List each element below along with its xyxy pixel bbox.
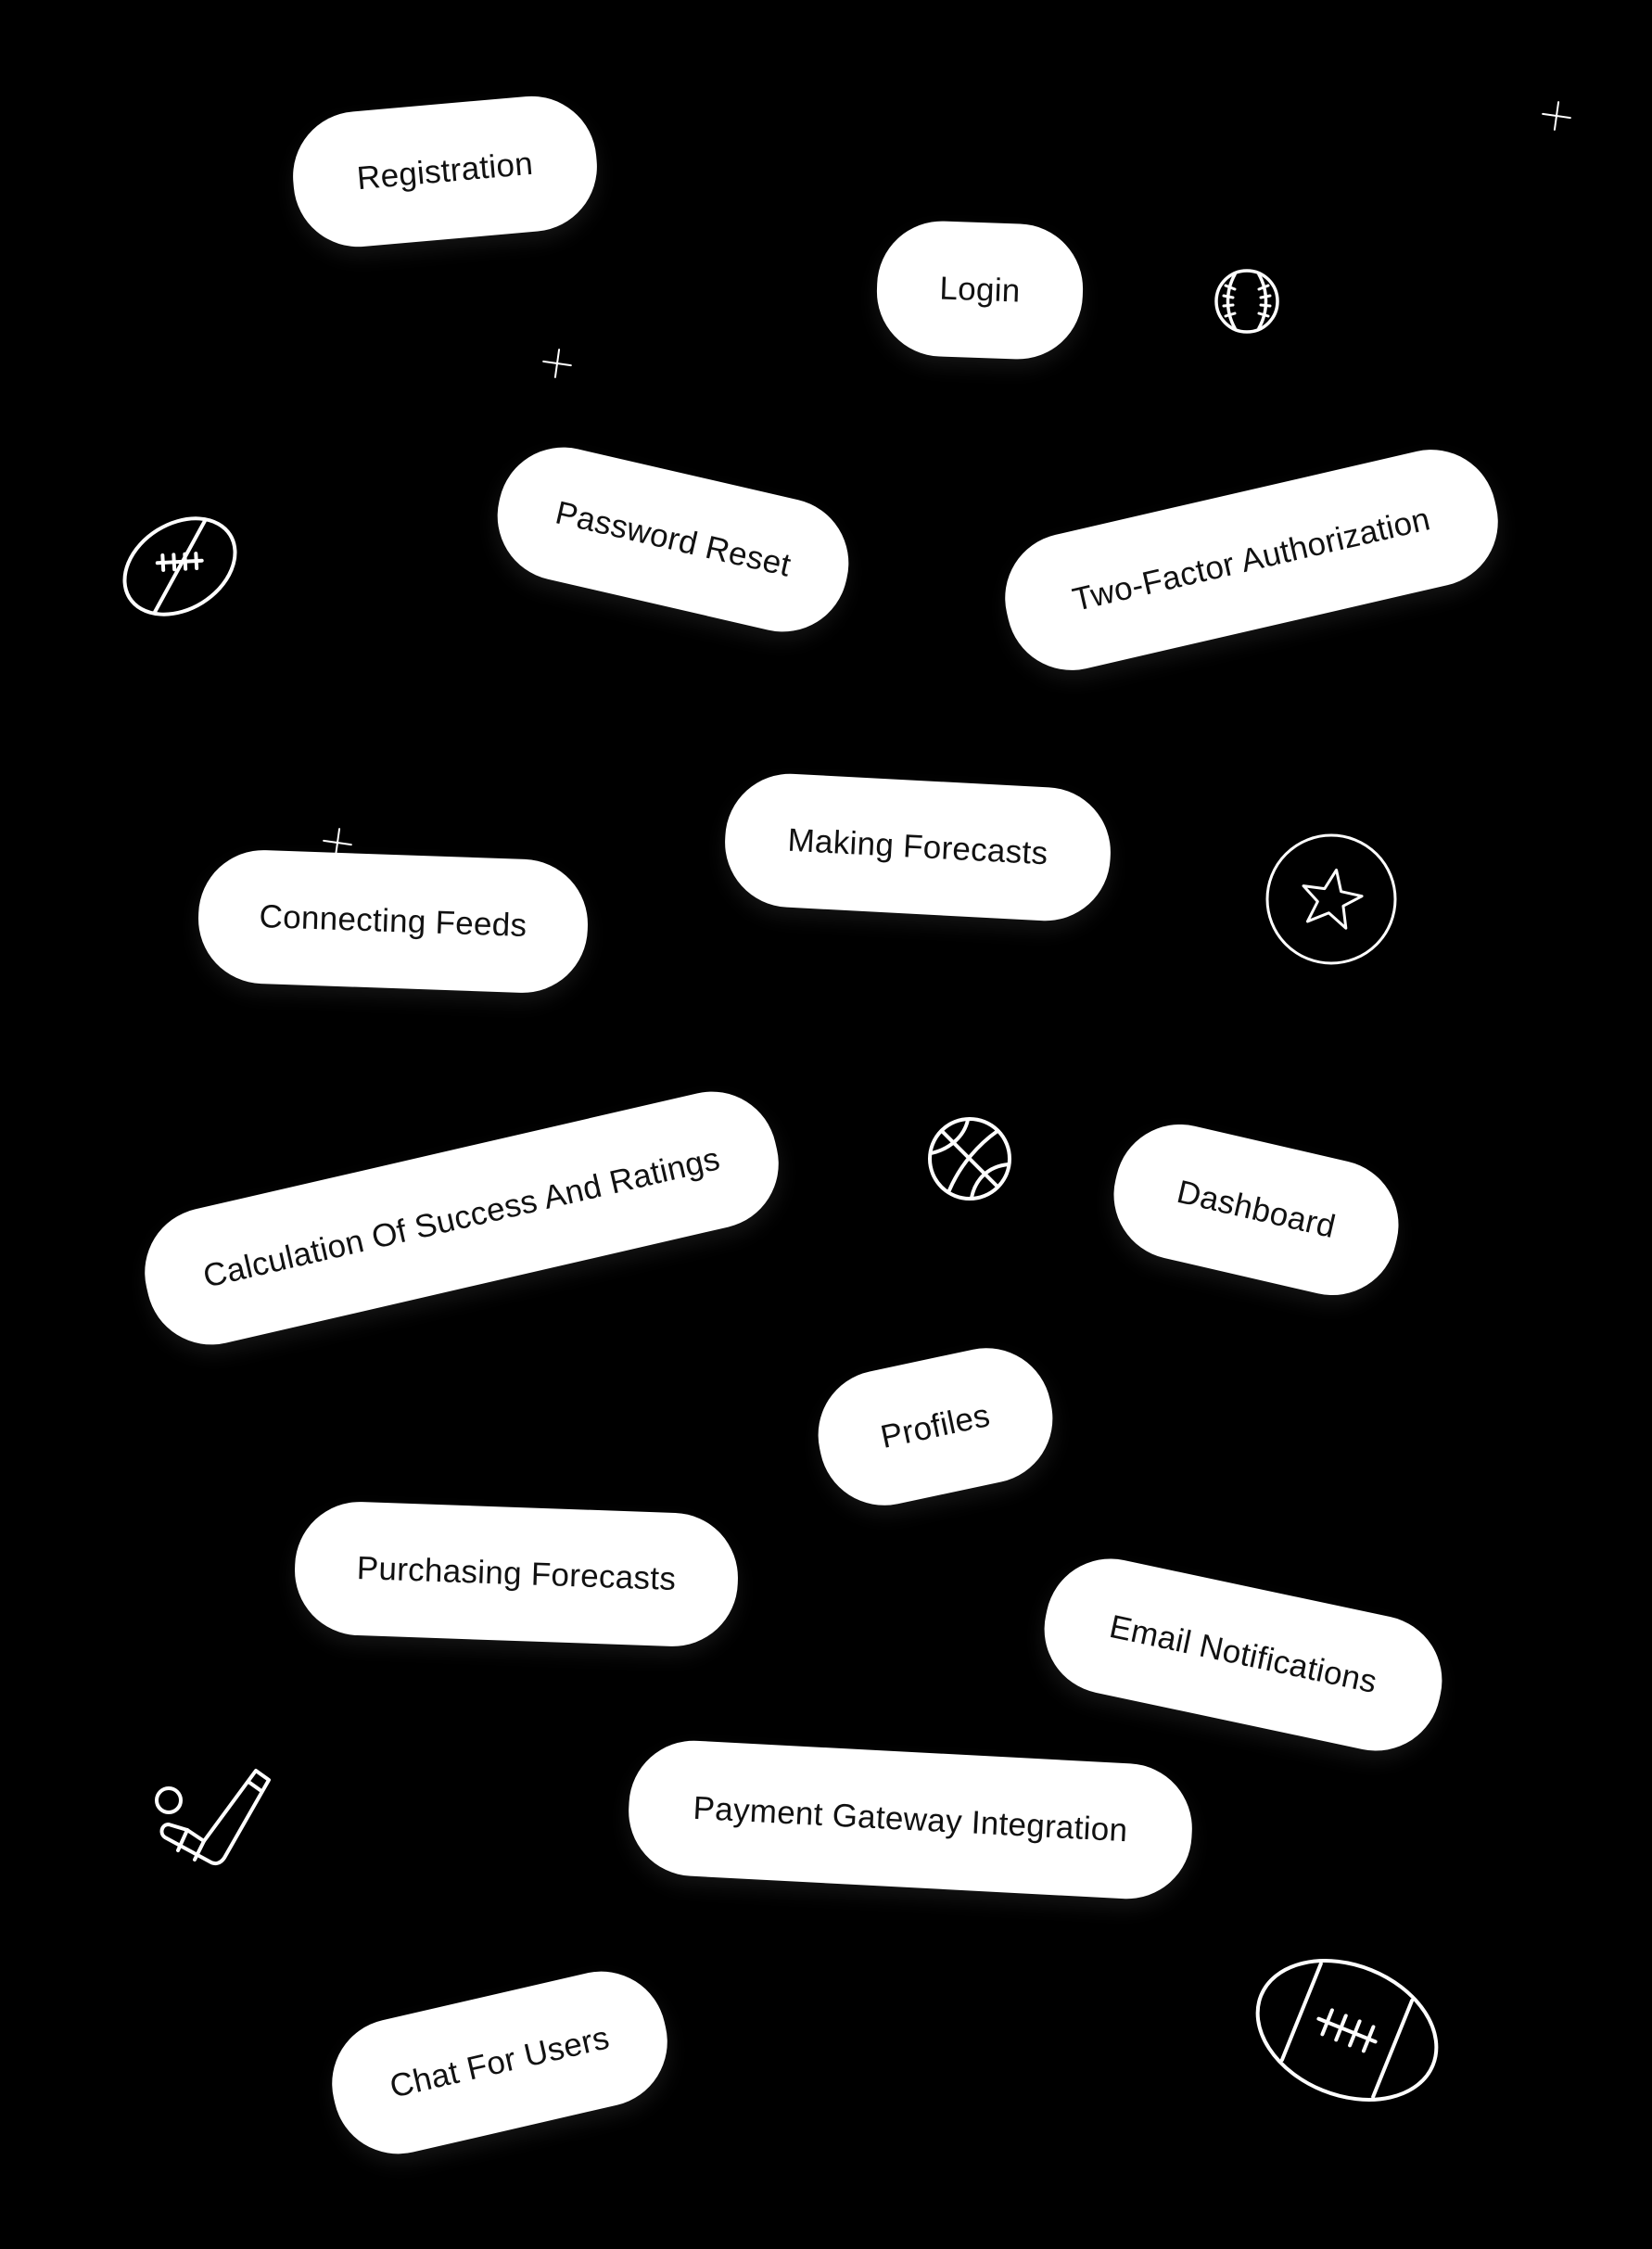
basketball-icon <box>927 1116 1012 1201</box>
feature-pill-payment-gateway-integration: Payment Gateway Integration <box>626 1737 1196 1902</box>
feature-pill-login: Login <box>875 219 1086 362</box>
feature-pill-calculation-of-success-and-ratings: Calculation Of Success And Ratings <box>132 1079 791 1358</box>
feature-pill-two-factor-authorization: Two-Factor Authorization <box>992 437 1510 683</box>
hockey-stick-icon <box>152 1765 274 1869</box>
american-football-icon <box>1250 1950 1444 2110</box>
baseball-icon <box>1213 267 1281 336</box>
sparkle-icon <box>541 348 573 379</box>
feature-pill-profiles: Profiles <box>807 1336 1065 1518</box>
feature-pill-dashboard: Dashboard <box>1101 1112 1412 1308</box>
feature-pill-chat-for-users: Chat For Users <box>319 1959 680 2167</box>
sparkle-icon <box>1541 100 1572 132</box>
feature-pill-email-notifications: Email Notifications <box>1033 1546 1455 1762</box>
feature-pill-making-forecasts: Making Forecasts <box>722 770 1114 924</box>
feature-pill-purchasing-forecasts: Purchasing Forecasts <box>293 1500 741 1649</box>
feature-pill-connecting-feeds: Connecting Feeds <box>197 848 591 996</box>
sparkle-icon <box>322 827 353 858</box>
star-badge-icon <box>1264 832 1398 966</box>
feature-pill-registration: Registration <box>287 91 602 252</box>
feature-pill-password-reset: Password Reset <box>485 435 862 645</box>
american-football-icon <box>117 506 243 627</box>
